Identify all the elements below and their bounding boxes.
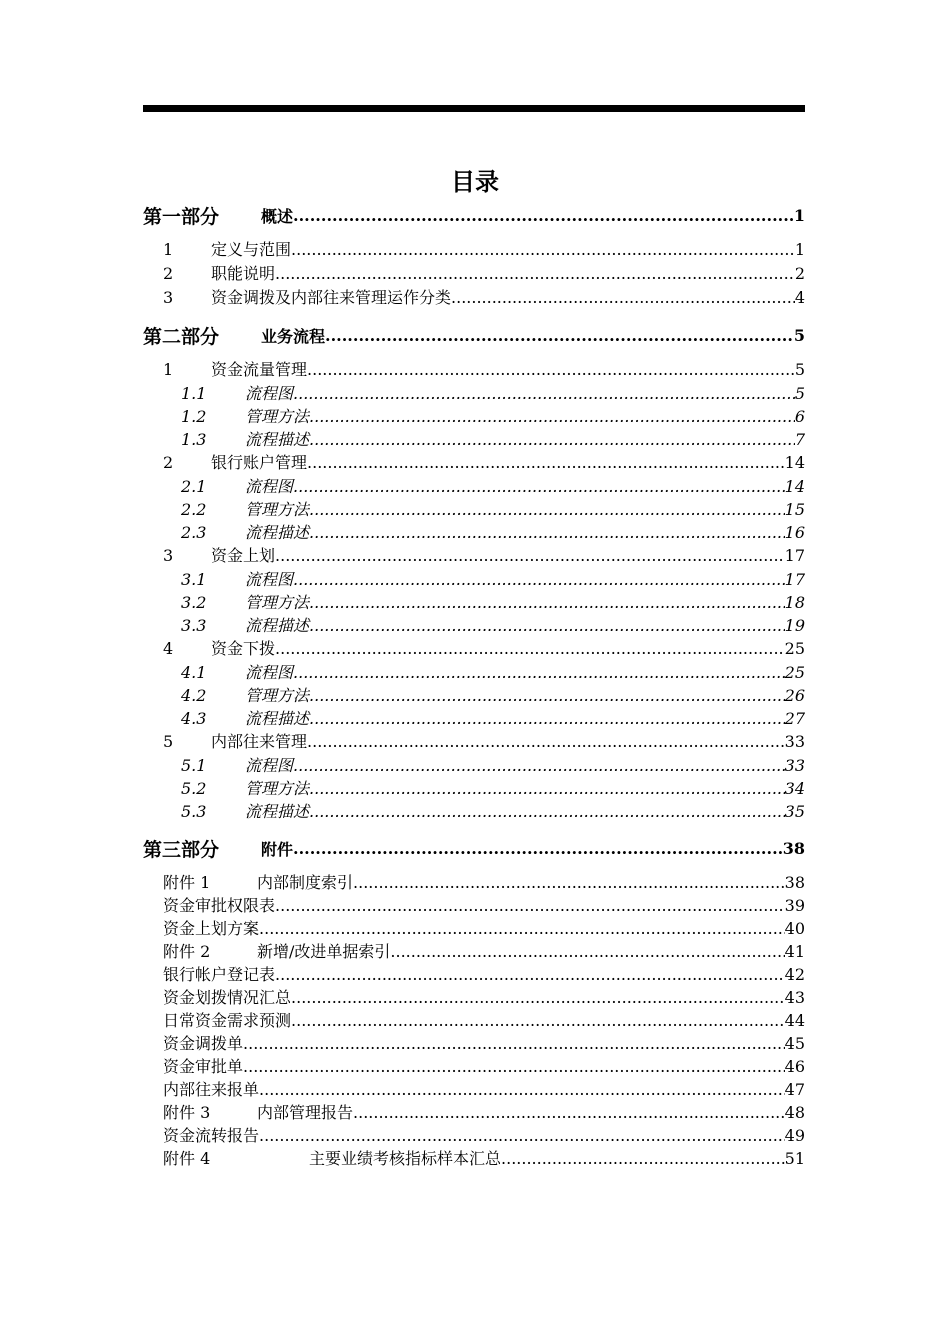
- toc-entry-page: 5: [794, 360, 805, 379]
- toc-entry-label: 资金下拨: [211, 639, 276, 658]
- dot-leader: [293, 384, 795, 403]
- toc-entry-number: 4.1: [181, 663, 207, 682]
- toc-entry[interactable]: [143, 729, 805, 753]
- toc-entry-label: 管理方法: [245, 500, 310, 519]
- dot-leader: [243, 1057, 785, 1076]
- dot-leader: [325, 326, 794, 345]
- toc-entry[interactable]: [143, 870, 805, 893]
- toc-entry-label: 业务流程: [261, 326, 326, 346]
- toc-entry-page: 46: [784, 1057, 805, 1076]
- toc-entry-label: 流程图: [245, 663, 294, 682]
- toc-entry-page: 17: [784, 570, 805, 589]
- toc-entry[interactable]: [143, 357, 805, 381]
- toc-entry[interactable]: [143, 985, 805, 1008]
- toc-entry-page: 17: [784, 546, 805, 565]
- toc-entry-number: 3.2: [181, 593, 207, 612]
- toc-entry[interactable]: [143, 613, 805, 636]
- toc-entry[interactable]: [143, 543, 805, 567]
- toc-entry-label: 资金调拨及内部往来管理运作分类: [211, 288, 452, 307]
- toc-entry-number: 2.3: [181, 523, 207, 542]
- toc-entry-number: 3: [163, 288, 174, 307]
- toc-entry-page: 38: [782, 838, 805, 858]
- toc-entry-page: 39: [784, 896, 805, 915]
- toc-entry-page: 44: [784, 1011, 805, 1030]
- toc-entry-page: 45: [784, 1034, 805, 1053]
- toc-entry[interactable]: [143, 474, 805, 497]
- toc-entry-page: 38: [784, 873, 805, 892]
- dot-leader: [307, 453, 785, 472]
- toc-entry-page: 49: [784, 1126, 805, 1145]
- toc-entry-page: 26: [784, 686, 805, 705]
- dot-leader: [291, 1011, 785, 1030]
- toc-entry-page: 42: [784, 965, 805, 984]
- toc-entry-label: 流程图: [245, 477, 294, 496]
- toc-entry-page: 4: [794, 288, 805, 307]
- toc-entry[interactable]: [143, 285, 805, 309]
- toc-entry-label: 定义与范围: [211, 240, 292, 259]
- toc-entry-label: 资金审批权限表: [163, 896, 276, 915]
- toc-entry[interactable]: [143, 404, 805, 427]
- toc-entry-label: 资金调拨单: [163, 1034, 244, 1053]
- toc-entry-number: 1: [163, 240, 174, 259]
- toc-entry[interactable]: [143, 706, 805, 729]
- toc-entry[interactable]: [143, 1146, 805, 1169]
- toc-entry-label: 资金流量管理: [211, 360, 308, 379]
- toc-entry[interactable]: [143, 939, 805, 962]
- dot-leader: [390, 942, 784, 961]
- toc-entry-page: 41: [784, 942, 805, 961]
- toc-entry-label: 流程描述: [245, 709, 310, 728]
- toc-entry-page: 33: [784, 732, 805, 751]
- toc-entry-page: 27: [784, 709, 805, 728]
- toc-entry-label: 资金流转报告: [163, 1126, 260, 1145]
- toc-entry-label: 流程描述: [245, 802, 310, 821]
- toc-entry-label: 附件: [261, 839, 294, 859]
- dot-leader: [501, 1149, 785, 1168]
- dot-leader: [293, 756, 785, 775]
- toc-entry-number: 1.1: [181, 384, 207, 403]
- toc-entry-number: 第二部分: [143, 325, 220, 348]
- toc-entry-page: 18: [784, 593, 805, 612]
- toc-entry-number: 5.1: [181, 756, 207, 775]
- toc-entry[interactable]: [143, 520, 805, 543]
- dot-leader: [259, 1126, 785, 1145]
- toc-entry-page: 2: [794, 264, 805, 283]
- toc-entry[interactable]: [143, 1054, 805, 1077]
- toc-entry[interactable]: [143, 1123, 805, 1146]
- toc-entry-label: 内部往来管理: [211, 732, 308, 751]
- toc-entry-page: 7: [794, 430, 805, 449]
- dot-leader: [259, 1080, 785, 1099]
- toc-entry-page: 35: [784, 802, 805, 821]
- toc-entry-page: 14: [784, 453, 805, 472]
- toc-entry-number: 2: [163, 264, 174, 283]
- toc-part-entry[interactable]: [143, 195, 805, 235]
- toc-entry-number: 2.1: [181, 477, 207, 496]
- toc-entry-number: 第三部分: [143, 838, 220, 861]
- toc-entry-label: 资金划拨情况汇总: [163, 988, 292, 1007]
- toc-entry-page: 5: [794, 384, 805, 403]
- table-of-contents: [143, 195, 805, 1169]
- toc-entry-number: 附件 2: [163, 942, 211, 961]
- toc-entry-number: 第一部分: [143, 205, 220, 228]
- toc-entry-number: 4.2: [181, 686, 207, 705]
- dot-leader: [293, 570, 785, 589]
- toc-entry[interactable]: [143, 567, 805, 590]
- toc-entry-page: 34: [784, 779, 805, 798]
- toc-entry-label: 银行帐户登记表: [163, 965, 276, 984]
- toc-entry-number: 3: [163, 546, 174, 565]
- toc-part-entry[interactable]: [143, 315, 805, 355]
- toc-entry-label: 内部往来报单: [163, 1080, 260, 1099]
- toc-entry-page: 40: [784, 919, 805, 938]
- toc-entry[interactable]: [143, 893, 805, 916]
- toc-entry-page: 51: [784, 1149, 805, 1168]
- toc-entry-label: 职能说明: [211, 264, 276, 283]
- toc-entry-number: 2.2: [181, 500, 207, 519]
- dot-leader: [275, 546, 785, 565]
- dot-leader: [275, 264, 795, 283]
- dot-leader: [243, 1034, 785, 1053]
- dot-leader: [275, 639, 785, 658]
- toc-entry-label: 新增/改进单据索引: [257, 942, 391, 961]
- toc-entry[interactable]: [143, 683, 805, 706]
- toc-entry-page: 1: [794, 240, 805, 259]
- toc-entry-label: 日常资金需求预测: [163, 1011, 292, 1030]
- toc-entry-number: 5.3: [181, 802, 207, 821]
- toc-entry-page: 25: [784, 639, 805, 658]
- toc-entry-page: 5: [793, 325, 805, 345]
- toc-entry-number: 附件 4: [163, 1149, 211, 1168]
- toc-entry-page: 19: [784, 616, 805, 635]
- toc-entry[interactable]: [143, 261, 805, 285]
- dot-leader: [291, 988, 785, 1007]
- toc-entry-page: 48: [784, 1103, 805, 1122]
- toc-entry-label: 流程描述: [245, 616, 310, 635]
- dot-leader: [293, 839, 783, 858]
- dot-leader: [309, 430, 795, 449]
- dot-leader: [307, 360, 795, 379]
- dot-leader: [307, 732, 785, 751]
- toc-entry[interactable]: [143, 381, 805, 404]
- toc-entry-number: 附件 1: [163, 873, 211, 892]
- toc-entry-page: 33: [784, 756, 805, 775]
- toc-entry[interactable]: [143, 1100, 805, 1123]
- toc-entry-label: 管理方法: [245, 779, 310, 798]
- dot-leader: [309, 686, 785, 705]
- toc-entry-label: 内部管理报告: [257, 1103, 354, 1122]
- dot-leader: [309, 616, 785, 635]
- toc-entry-label: 概述: [261, 206, 294, 226]
- dot-leader: [275, 965, 785, 984]
- toc-entry-page: 6: [794, 407, 805, 426]
- toc-entry-label: 流程图: [245, 570, 294, 589]
- toc-entry-label: 流程描述: [245, 523, 310, 542]
- toc-entry-label: 管理方法: [245, 407, 310, 426]
- dot-leader: [309, 523, 785, 542]
- dot-leader: [353, 1103, 785, 1122]
- toc-entry-number: 1.2: [181, 407, 207, 426]
- toc-entry[interactable]: [143, 427, 805, 450]
- toc-entry-label: 管理方法: [245, 686, 310, 705]
- toc-entry-label: 内部制度索引: [257, 873, 354, 892]
- toc-entry-page: 16: [784, 523, 805, 542]
- toc-entry-number: 3.1: [181, 570, 207, 589]
- toc-entry-label: 流程描述: [245, 430, 310, 449]
- toc-entry-number: 附件 3: [163, 1103, 211, 1122]
- toc-entry[interactable]: [143, 1008, 805, 1031]
- toc-entry[interactable]: [143, 753, 805, 776]
- dot-leader: [309, 802, 785, 821]
- dot-leader: [259, 919, 785, 938]
- toc-entry-page: 15: [784, 500, 805, 519]
- toc-entry-number: 3.3: [181, 616, 207, 635]
- toc-entry[interactable]: [143, 590, 805, 613]
- dot-leader: [293, 663, 785, 682]
- toc-entry-label: 银行账户管理: [211, 453, 308, 472]
- toc-entry-page: 14: [784, 477, 805, 496]
- toc-entry-label: 资金上划方案: [163, 919, 260, 938]
- toc-entry-label: 流程图: [245, 756, 294, 775]
- dot-leader: [309, 593, 785, 612]
- toc-entry[interactable]: [143, 776, 805, 799]
- dot-leader: [275, 896, 785, 915]
- dot-leader: [309, 709, 785, 728]
- dot-leader: [293, 477, 785, 496]
- toc-entry[interactable]: [143, 799, 805, 822]
- toc-entry[interactable]: [143, 660, 805, 683]
- toc-entry[interactable]: [143, 636, 805, 660]
- toc-title: 目录: [451, 168, 499, 196]
- dot-leader: [451, 288, 795, 307]
- dot-leader: [309, 407, 795, 426]
- toc-entry-label: 资金上划: [211, 546, 276, 565]
- toc-entry[interactable]: [143, 916, 805, 939]
- toc-entry[interactable]: [143, 237, 805, 261]
- toc-part-entry[interactable]: [143, 828, 805, 868]
- dot-leader: [309, 779, 785, 798]
- toc-entry-label: 流程图: [245, 384, 294, 403]
- toc-entry-number: 1.3: [181, 430, 207, 449]
- toc-entry-page: 1: [793, 205, 805, 225]
- toc-entry[interactable]: [143, 450, 805, 474]
- toc-entry[interactable]: [143, 497, 805, 520]
- toc-entry-number: 1: [163, 360, 174, 379]
- dot-leader: [293, 206, 794, 225]
- header-rule: [143, 105, 805, 112]
- toc-entry-page: 25: [784, 663, 805, 682]
- toc-entry-number: 4.3: [181, 709, 207, 728]
- dot-leader: [353, 873, 785, 892]
- toc-entry[interactable]: [143, 962, 805, 985]
- toc-entry-number: 4: [163, 639, 174, 658]
- toc-entry-page: 47: [784, 1080, 805, 1099]
- toc-entry-label: 资金审批单: [163, 1057, 244, 1076]
- dot-leader: [309, 500, 785, 519]
- toc-entry-label: 主要业绩考核指标样本汇总: [309, 1149, 502, 1168]
- toc-entry[interactable]: [143, 1077, 805, 1100]
- toc-entry-page: 43: [784, 988, 805, 1007]
- toc-entry-number: 5.2: [181, 779, 207, 798]
- toc-entry[interactable]: [143, 1031, 805, 1054]
- dot-leader: [291, 240, 795, 259]
- toc-entry-label: 管理方法: [245, 593, 310, 612]
- toc-entry-number: 2: [163, 453, 174, 472]
- toc-entry-number: 5: [163, 732, 174, 751]
